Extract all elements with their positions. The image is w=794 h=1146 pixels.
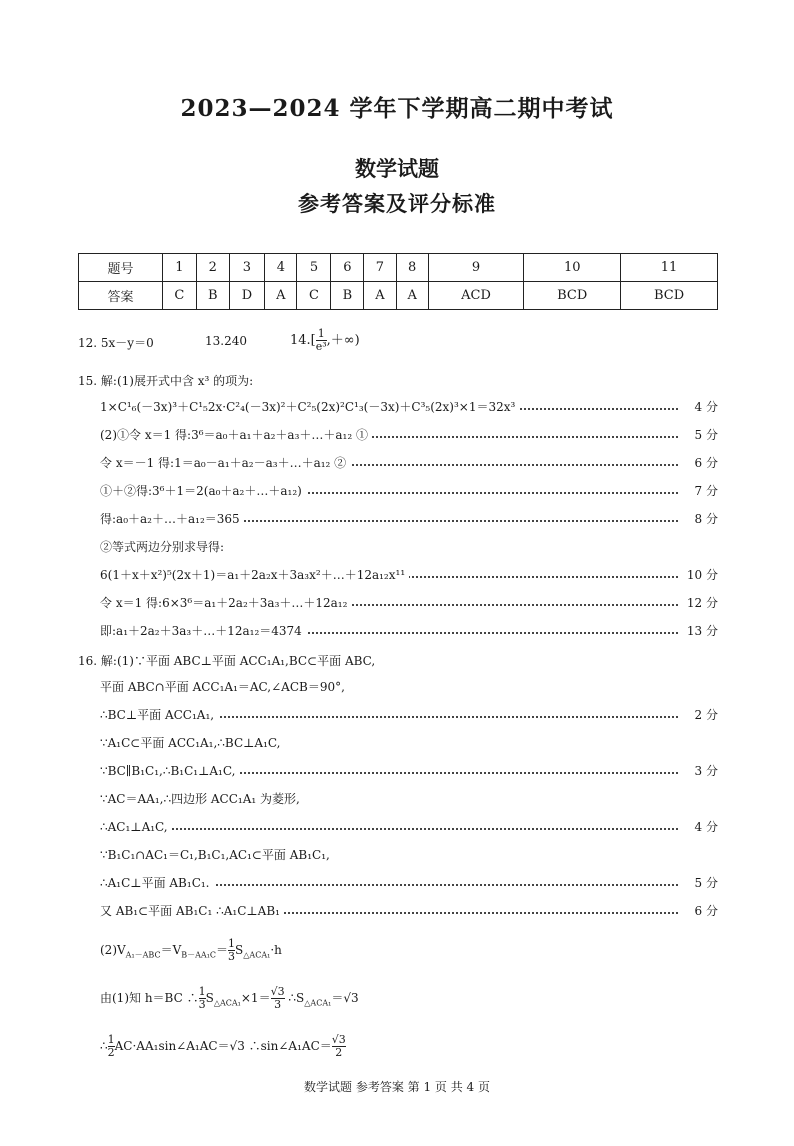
answer-cell: BCD — [524, 282, 621, 310]
q16-heading: 16. 解:(1)∵平面 ABC⊥平面 ACC₁A₁,BC⊂平面 ABC, — [78, 654, 376, 668]
answer-q13: 13.240 — [205, 334, 247, 348]
question-number-cell: 1 — [162, 254, 196, 282]
q16-part2-line3: ∴ $\frac{1}{2}$ AC·AA₁sin∠A₁AC＝√3 ∴sin∠A₁AC＝ $\frac{√3}{2}$ — [100, 1033, 346, 1059]
answer-cell: ACD — [428, 282, 524, 310]
table-row-numbers — [79, 254, 718, 282]
score-label: 12 分 — [683, 594, 718, 612]
score-label: 10 分 — [683, 566, 718, 584]
step-text: 令 x＝1 得:6×3⁶＝a₁＋2a₂＋3a₃＋…＋12a₁₂ — [100, 594, 351, 612]
question-number-cell: 9 — [428, 254, 524, 282]
step-text: ∴A₁C⊥平面 AB₁C₁. — [100, 874, 214, 892]
q15-step — [100, 566, 718, 584]
q15-step — [100, 622, 718, 640]
step-text: 6(1＋x＋x²)⁵(2x＋1)＝a₁＋2a₂x＋3a₃x²＋…＋12a₁₂x¹¹ — [100, 566, 409, 584]
q16-step — [100, 846, 718, 864]
question-number-cell: 5 — [297, 254, 331, 282]
step-text: (2)①令 x＝1 得:3⁶＝a₀＋a₁＋a₂＋a₃＋…＋a₁₂ ① — [100, 426, 372, 444]
answer-cell: B — [196, 282, 229, 310]
q15-step — [100, 594, 718, 612]
step-text: ∴AC₁⊥A₁C, — [100, 818, 172, 836]
question-number-cell: 8 — [396, 254, 428, 282]
dot-leader — [100, 814, 678, 830]
step-text: ∴BC⊥平面 ACC₁A₁, — [100, 706, 218, 724]
answer-cell: D — [229, 282, 265, 310]
step-text: ①＋②得:3⁶＋1＝2(a₀＋a₂＋…＋a₁₂) — [100, 482, 306, 500]
score-label: 4 分 — [691, 398, 718, 416]
answer-key-title: 参考答案及评分标准 — [298, 192, 496, 216]
step-text: 令 x＝－1 得:1＝a₀－a₁＋a₂－a₃＋…＋a₁₂ ② — [100, 454, 350, 472]
q16-step — [100, 818, 718, 836]
q16-step — [100, 734, 718, 752]
question-number-cell: 10 — [524, 254, 621, 282]
answer-cell: A — [265, 282, 297, 310]
q15-step — [100, 454, 718, 472]
question-number-cell: 4 — [265, 254, 297, 282]
table-header-number: 题号 — [79, 254, 163, 282]
q16-part2-line2: 由(1)知 h＝BC ∴ $\frac{1}{3}$ $S_{\triangle ACA_1}\times 1=$ $\frac{√3}{3}$ $\therefore S_{\triangle ACA_1}=√3$ — [100, 985, 359, 1011]
question-number-cell: 7 — [364, 254, 396, 282]
step-text: ∵B₁C₁∩AC₁＝C₁,B₁C₁,AC₁⊂平面 AB₁C₁, — [100, 846, 334, 864]
q16-step — [100, 706, 718, 724]
score-label: 5 分 — [691, 874, 718, 892]
q16-step — [100, 678, 718, 696]
step-text: 即:a₁＋2a₂＋3a₃＋…＋12a₁₂＝4374 — [100, 622, 306, 640]
question-number-cell: 3 — [229, 254, 265, 282]
score-label: 5 分 — [691, 426, 718, 444]
page-footer: 数学试题 参考答案 第 1 页 共 4 页 — [304, 1080, 490, 1094]
step-text: ∵BC∥B₁C₁,∴B₁C₁⊥A₁C, — [100, 762, 239, 780]
q15-step — [100, 538, 718, 556]
exam-title: 2023—2024 学年下学期高二期中考试 — [180, 95, 614, 122]
q15-step — [100, 398, 718, 416]
answer-table — [78, 253, 718, 310]
answer-cell: A — [364, 282, 396, 310]
answer-cell: C — [297, 282, 331, 310]
table-header-answer: 答案 — [79, 282, 163, 310]
step-text: 平面 ABC∩平面 ACC₁A₁＝AC,∠ACB＝90°, — [100, 678, 349, 696]
score-label: 7 分 — [691, 482, 718, 500]
question-number-cell: 2 — [196, 254, 229, 282]
score-label: 8 分 — [691, 510, 718, 528]
score-label: 3 分 — [691, 762, 718, 780]
table-row-answers — [79, 282, 718, 310]
subject-title: 数学试题 — [355, 157, 439, 181]
answer-cell: BCD — [621, 282, 718, 310]
answer-cell: C — [162, 282, 196, 310]
step-text: 又 AB₁⊂平面 AB₁C₁ ∴A₁C⊥AB₁ — [100, 902, 284, 920]
score-label: 4 分 — [691, 818, 718, 836]
q16-step — [100, 790, 718, 808]
score-label: 6 分 — [691, 902, 718, 920]
score-label: 6 分 — [691, 454, 718, 472]
q16-part2-line1: $(2)V_{A_1-ABC}=V_{B-AA_1C}=$ $\frac{1}{3}$ $S_{\triangle ACA_1}\cdot h$ — [100, 937, 282, 963]
answer-cell: A — [396, 282, 428, 310]
score-label: 13 分 — [683, 622, 718, 640]
answer-cell: B — [331, 282, 364, 310]
question-number-cell: 6 — [331, 254, 364, 282]
step-text: ∵AC＝AA₁,∴四边形 ACC₁A₁ 为菱形, — [100, 790, 304, 808]
step-text: 得:a₀＋a₂＋…＋a₁₂＝365 — [100, 510, 244, 528]
answer-q14: 14.[ $\frac{1}{\text{e³}}$ ,＋∞) — [290, 327, 360, 353]
q16-step — [100, 902, 718, 920]
step-text: 1×C¹₆(－3x)³＋C¹₅2x·C²₄(－3x)²＋C²₅(2x)²C¹₃(－3x)＋C³₅(2x)³×1＝32x³ — [100, 398, 519, 416]
q15-heading: 15. 解:(1)展开式中含 x³ 的项为: — [78, 374, 254, 388]
question-number-cell: 11 — [621, 254, 718, 282]
q15-step — [100, 426, 718, 444]
step-text: ∵A₁C⊂平面 ACC₁A₁,∴BC⊥A₁C, — [100, 734, 284, 752]
q16-step — [100, 762, 718, 780]
answer-q12: 12. 5x－y＝0 — [78, 336, 154, 350]
q15-step — [100, 510, 718, 528]
score-label: 2 分 — [691, 706, 718, 724]
step-text: ②等式两边分别求导得: — [100, 538, 228, 556]
q15-step — [100, 482, 718, 500]
q16-step — [100, 874, 718, 892]
